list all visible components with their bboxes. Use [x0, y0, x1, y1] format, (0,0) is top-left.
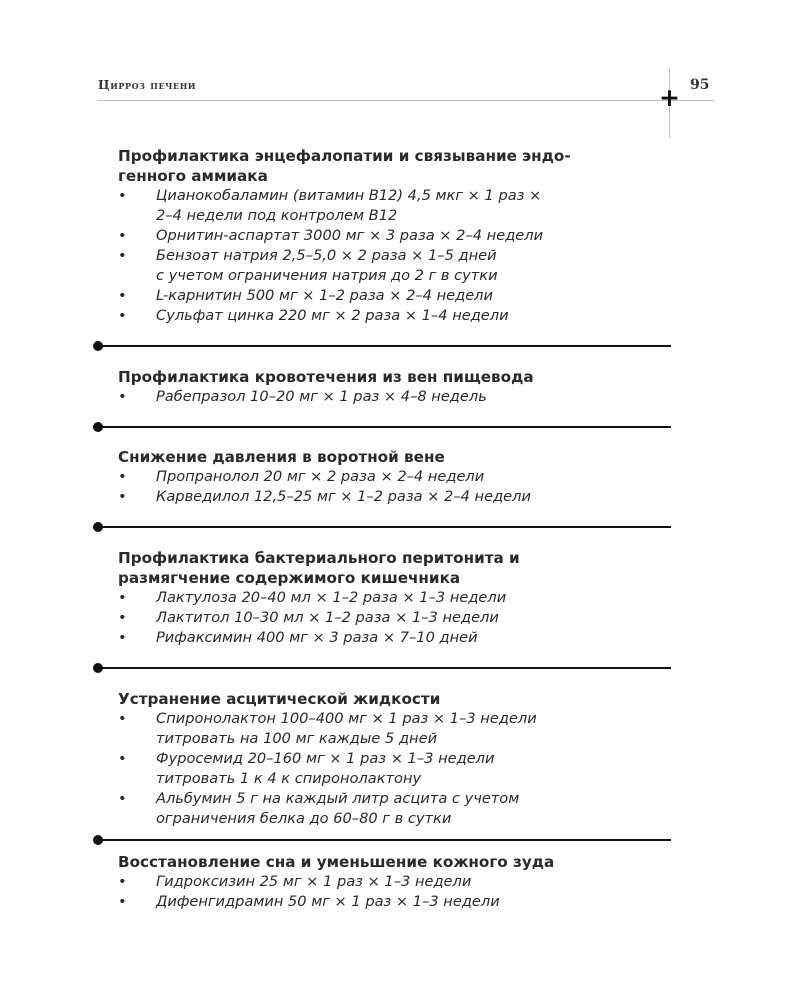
- item-list: [118, 709, 678, 829]
- item-line: • Бензоат натрия 2,5–5,0 × 2 раза × 1–5 дней: [156, 247, 497, 264]
- section-ascites: [118, 689, 678, 829]
- list-item: [118, 467, 678, 487]
- section-title: [118, 852, 678, 872]
- item-list: [118, 588, 678, 648]
- divider-line: [99, 839, 671, 841]
- title-line: Снижение давления в воротной вене: [118, 448, 445, 466]
- list-item: [118, 226, 678, 246]
- divider-line: [99, 426, 671, 428]
- section-divider: [93, 340, 671, 352]
- title-line: генного аммиака: [118, 167, 268, 185]
- section-encephalopathy: [118, 146, 678, 326]
- divider-line: [99, 345, 671, 347]
- item-line: • Спиронолактон 100–400 мг × 1 раз × 1–3 недели: [156, 710, 537, 727]
- item-line: титровать на 100 мг каждые 5 дней: [156, 730, 438, 747]
- list-item: [118, 628, 678, 648]
- item-line: • Рифаксимин 400 мг × 3 раза × 7–10 дней: [156, 629, 478, 646]
- running-head-title: Цирроз печени: [98, 78, 197, 92]
- section-divider: [93, 662, 671, 674]
- list-item: [118, 608, 678, 628]
- divider-line: [99, 526, 671, 528]
- item-line: • Рабепразол 10–20 мг × 1 раз × 4–8 недель: [156, 388, 487, 405]
- item-list: [118, 872, 678, 912]
- section-title: [118, 447, 678, 467]
- item-line: • Пропранолол 20 мг × 2 раза × 2–4 недели: [156, 468, 485, 485]
- item-line: • Лактулоза 20–40 мл × 1–2 раза × 1–3 недели: [156, 589, 507, 606]
- list-item: [118, 789, 678, 829]
- section-sleep-itch: [118, 852, 678, 912]
- item-line: с учетом ограничения натрия до 2 г в сутки: [156, 267, 498, 284]
- item-line: • Фуросемид 20–160 мг × 1 раз × 1–3 недели: [156, 750, 495, 767]
- title-line: Устранение асцитической жидкости: [118, 690, 441, 708]
- list-item: [118, 892, 678, 912]
- section-portal-pressure: [118, 447, 678, 507]
- item-line: • Альбумин 5 г на каждый литр асцита с учетом: [156, 790, 520, 807]
- item-line: • Орнитин-аспартат 3000 мг × 3 раза × 2–4 недели: [156, 227, 544, 244]
- page-number: 95: [690, 77, 710, 93]
- list-item: [118, 749, 678, 789]
- title-line: Профилактика энцефалопатии и связывание эндо-: [118, 147, 571, 165]
- item-line: • Лактитол 10–30 мл × 1–2 раза × 1–3 недели: [156, 609, 499, 626]
- section-variceal-bleeding: [118, 367, 678, 407]
- section-divider: [93, 834, 671, 846]
- item-line: • Дифенгидрамин 50 мг × 1 раз × 1–3 недели: [156, 893, 500, 910]
- list-item: [118, 709, 678, 749]
- item-line: • Карведилол 12,5–25 мг × 1–2 раза × 2–4 недели: [156, 488, 531, 505]
- item-line: 2–4 недели под контролем B12: [156, 207, 398, 224]
- section-title: [118, 146, 678, 186]
- section-title: [118, 548, 678, 588]
- list-item: [118, 387, 678, 407]
- item-list: [118, 387, 678, 407]
- section-title: [118, 689, 678, 709]
- section-divider: [93, 421, 671, 433]
- list-item: [118, 286, 678, 306]
- item-line: • Цианокобаламин (витамин B12) 4,5 мкг × 1 раз ×: [156, 187, 542, 204]
- list-item: [118, 487, 678, 507]
- item-line: титровать 1 к 4 к спиронолактону: [156, 770, 422, 787]
- list-item: [118, 306, 678, 326]
- title-line: размягчение содержимого кишечника: [118, 569, 461, 587]
- divider-line: [99, 667, 671, 669]
- list-item: [118, 246, 678, 286]
- item-line: ограничения белка до 60–80 г в сутки: [156, 810, 452, 827]
- corner-plus-icon: +: [659, 83, 680, 112]
- list-item: [118, 588, 678, 608]
- title-line: Профилактика бактериального перитонита и: [118, 549, 520, 567]
- title-line: Восстановление сна и уменьшение кожного зуда: [118, 853, 555, 871]
- item-list: [118, 186, 678, 326]
- list-item: [118, 186, 678, 226]
- item-list: [118, 467, 678, 507]
- section-divider: [93, 521, 671, 533]
- title-line: Профилактика кровотечения из вен пищевода: [118, 368, 534, 386]
- section-peritonitis: [118, 548, 678, 648]
- item-line: • Сульфат цинка 220 мг × 2 раза × 1–4 недели: [156, 307, 509, 324]
- list-item: [118, 872, 678, 892]
- item-line: • L-карнитин 500 мг × 1–2 раза × 2–4 недели: [156, 287, 493, 304]
- section-title: [118, 367, 678, 387]
- item-line: • Гидроксизин 25 мг × 1 раз × 1–3 недели: [156, 873, 472, 890]
- header-rule: [98, 100, 714, 101]
